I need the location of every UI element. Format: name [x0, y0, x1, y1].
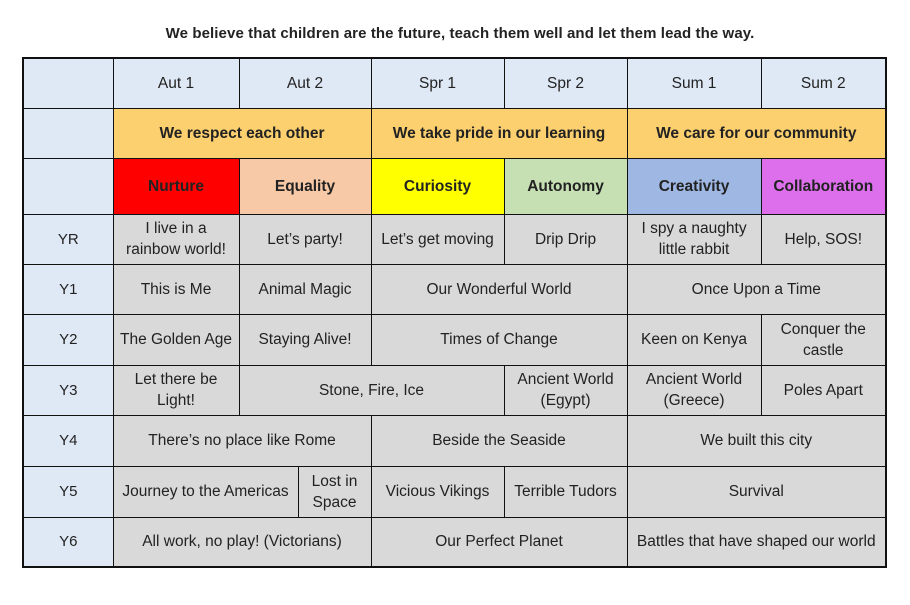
year-row-yr — [23, 214, 886, 264]
topic-cell: Keen on Kenya — [627, 314, 761, 365]
topic-cell: There’s no place like Rome — [113, 415, 371, 466]
term-header: Spr 1 — [371, 58, 504, 108]
topic-cell: Times of Change — [371, 314, 627, 365]
term-header: Sum 2 — [761, 58, 886, 108]
year-label: Y6 — [23, 517, 113, 567]
topic-cell: Lost in Space — [298, 466, 371, 517]
year-label: Y3 — [23, 365, 113, 415]
topic-cell: The Golden Age — [113, 314, 239, 365]
theme-row — [23, 108, 886, 158]
values-row — [23, 158, 886, 214]
year-row-y3 — [23, 365, 886, 415]
year-row-y1 — [23, 264, 886, 314]
topic-cell: Help, SOS! — [761, 214, 886, 264]
theme-cell: We respect each other — [113, 108, 371, 158]
topic-cell: I spy a naughty little rabbit — [627, 214, 761, 264]
value-nurture: Nurture — [113, 158, 239, 214]
page-heading: We believe that children are the future, teach them well and let them lead the way. — [165, 25, 755, 42]
topic-cell: Ancient World (Egypt) — [504, 365, 627, 415]
value-equality: Equality — [239, 158, 371, 214]
year-row-y2 — [23, 314, 886, 365]
year-label: Y4 — [23, 415, 113, 466]
curriculum-table — [22, 57, 887, 568]
topic-cell: Beside the Seaside — [371, 415, 627, 466]
year-label: YR — [23, 214, 113, 264]
topic-cell: Let there be Light! — [113, 365, 239, 415]
topic-cell: Conquer the castle — [761, 314, 886, 365]
term-header: Aut 1 — [113, 58, 239, 108]
value-autonomy: Autonomy — [504, 158, 627, 214]
topic-cell: Our Perfect Planet — [371, 517, 627, 567]
topic-cell: Once Upon a Time — [627, 264, 886, 314]
value-creativity: Creativity — [627, 158, 761, 214]
year-row-y4 — [23, 415, 886, 466]
year-label: Y1 — [23, 264, 113, 314]
topic-cell: Let’s party! — [239, 214, 371, 264]
topic-cell: Terrible Tudors — [504, 466, 627, 517]
topic-cell: We built this city — [627, 415, 886, 466]
topic-cell: Survival — [627, 466, 886, 517]
year-label: Y2 — [23, 314, 113, 365]
term-header: Spr 2 — [504, 58, 627, 108]
topic-cell: Staying Alive! — [239, 314, 371, 365]
year-label: Y5 — [23, 466, 113, 517]
topic-cell: Battles that have shaped our world — [627, 517, 886, 567]
topic-cell: Poles Apart — [761, 365, 886, 415]
term-header-row — [23, 58, 886, 108]
year-row-y6 — [23, 517, 886, 567]
year-row-y5 — [23, 466, 886, 517]
topic-cell: I live in a rainbow world! — [113, 214, 239, 264]
term-header: Aut 2 — [239, 58, 371, 108]
topic-cell: Our Wonderful World — [371, 264, 627, 314]
topic-cell: This is Me — [113, 264, 239, 314]
topic-cell: Animal Magic — [239, 264, 371, 314]
blank-cell — [23, 158, 113, 214]
topic-cell: All work, no play! (Victorians) — [113, 517, 371, 567]
topic-cell: Journey to the Americas — [113, 466, 298, 517]
topic-cell: Ancient World (Greece) — [627, 365, 761, 415]
term-header: Sum 1 — [627, 58, 761, 108]
topic-cell: Let’s get moving — [371, 214, 504, 264]
topic-cell: Vicious Vikings — [371, 466, 504, 517]
topic-cell: Drip Drip — [504, 214, 627, 264]
blank-cell — [23, 108, 113, 158]
value-collaboration: Collaboration — [761, 158, 886, 214]
topic-cell: Stone, Fire, Ice — [239, 365, 504, 415]
corner-cell — [23, 58, 113, 108]
value-curiosity: Curiosity — [371, 158, 504, 214]
theme-cell: We care for our community — [627, 108, 886, 158]
theme-cell: We take pride in our learning — [371, 108, 627, 158]
